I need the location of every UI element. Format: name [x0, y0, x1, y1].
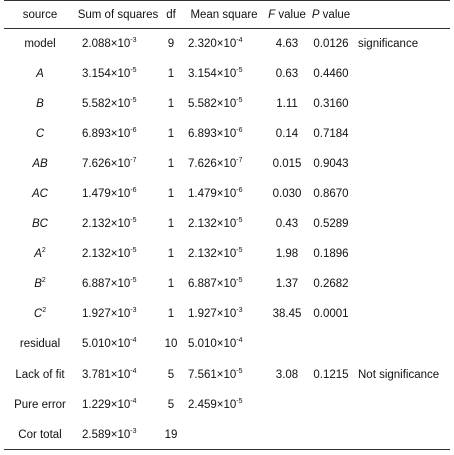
- header-sum-of-squares: Sum of squares: [76, 1, 160, 29]
- source-label: Pure error: [14, 398, 66, 411]
- header-f-value: [266, 1, 308, 29]
- mean-square-exponent: -4: [236, 36, 243, 44]
- significance-note: [354, 89, 450, 119]
- mean-square-mantissa: 7.561×10: [188, 368, 237, 381]
- source-label: BC: [32, 218, 48, 231]
- f-value-cell: 0.14: [275, 127, 299, 140]
- table-row: [4, 149, 450, 179]
- sum-of-squares-exponent: -7: [130, 156, 137, 164]
- df-cell: 5: [167, 398, 175, 411]
- df-cell: 1: [167, 248, 175, 261]
- mean-square-exponent: -5: [236, 217, 243, 225]
- p-value-cell: [308, 390, 354, 420]
- f-value-cell: 38.45: [272, 308, 302, 321]
- mean-square-cell: [182, 59, 266, 89]
- f-value-cell: 1.37: [275, 278, 299, 291]
- sum-of-squares-cell: [76, 360, 160, 390]
- mean-square-cell: [182, 420, 266, 450]
- sum-of-squares-mantissa: 2.589×10: [82, 428, 131, 441]
- significance-note: significance: [358, 37, 419, 50]
- mean-square-exponent: -6: [236, 187, 243, 195]
- p-value-cell: 0.0126: [313, 37, 349, 50]
- mean-square-exponent: -5: [236, 66, 243, 74]
- source-label: model: [24, 37, 56, 50]
- mean-square-exponent: -5: [236, 247, 243, 255]
- significance-note: Not significance: [358, 368, 440, 381]
- source-cell: [4, 119, 76, 149]
- mean-square-cell: [182, 360, 266, 390]
- source-label: AB: [32, 157, 48, 170]
- sum-of-squares-cell: [76, 59, 160, 89]
- f-value-cell: [266, 329, 308, 359]
- df-cell: 19: [160, 420, 182, 450]
- df-cell: 1: [167, 127, 175, 140]
- sum-of-squares-exponent: -6: [130, 126, 137, 134]
- source-label: C: [33, 308, 43, 321]
- df-cell: 1: [167, 278, 175, 291]
- significance-note: [354, 390, 450, 420]
- sum-of-squares-mantissa: 6.887×10: [82, 278, 131, 291]
- header-f-label: value: [275, 8, 306, 21]
- sum-of-squares-cell: [76, 179, 160, 209]
- sum-of-squares-exponent: -6: [130, 187, 137, 195]
- sum-of-squares-exponent: -4: [130, 397, 137, 405]
- sum-of-squares-mantissa: 2.132×10: [82, 218, 131, 231]
- f-value-cell: 3.08: [275, 368, 299, 381]
- mean-square-mantissa: 5.582×10: [188, 97, 237, 110]
- p-value-cell: 0.8670: [313, 188, 349, 201]
- significance-note: [354, 329, 450, 359]
- sum-of-squares-exponent: -5: [130, 247, 137, 255]
- df-cell: 1: [167, 157, 175, 170]
- source-cell: [4, 269, 76, 299]
- table-row: [4, 390, 450, 420]
- p-value-cell: 0.9043: [313, 157, 349, 170]
- source-cell: [4, 299, 76, 329]
- sum-of-squares-mantissa: 1.229×10: [82, 398, 131, 411]
- mean-square-mantissa: 2.320×10: [188, 37, 237, 50]
- sum-of-squares-exponent: -3: [130, 427, 137, 435]
- significance-note: [354, 299, 450, 329]
- df-cell: 1: [167, 97, 175, 110]
- f-value-cell: 0.43: [275, 218, 299, 231]
- sum-of-squares-mantissa: 3.154×10: [82, 67, 131, 80]
- sum-of-squares-mantissa: 2.088×10: [82, 37, 131, 50]
- f-value-cell: 1.11: [276, 97, 298, 110]
- sum-of-squares-mantissa: 7.626×10: [82, 157, 131, 170]
- mean-square-cell: [182, 149, 266, 179]
- mean-square-mantissa: 7.626×10: [188, 157, 237, 170]
- significance-note: [354, 269, 450, 299]
- mean-square-cell: [182, 329, 266, 359]
- source-label: Cor total: [18, 428, 62, 441]
- source-label: residual: [19, 338, 61, 351]
- sum-of-squares-cell: [76, 329, 160, 359]
- f-value-cell: 4.63: [275, 37, 299, 50]
- table-row: [4, 209, 450, 239]
- table-row: [4, 179, 450, 209]
- p-value-cell: 0.7184: [313, 127, 349, 140]
- mean-square-mantissa: 5.010×10: [188, 338, 237, 351]
- sum-of-squares-mantissa: 6.893×10: [82, 127, 131, 140]
- mean-square-mantissa: 3.154×10: [188, 67, 237, 80]
- mean-square-exponent: -5: [236, 96, 243, 104]
- header-row: [4, 1, 450, 29]
- header-source: source: [4, 1, 76, 29]
- mean-square-exponent: -6: [236, 126, 243, 134]
- sum-of-squares-exponent: -5: [130, 66, 137, 74]
- source-cell: [4, 179, 76, 209]
- table-row: [4, 269, 450, 299]
- sum-of-squares-mantissa: 5.010×10: [82, 338, 131, 351]
- source-cell: [4, 59, 76, 89]
- table-row: [4, 299, 450, 329]
- sum-of-squares-mantissa: 3.781×10: [82, 368, 131, 381]
- table-row: [4, 239, 450, 269]
- df-cell: 1: [167, 308, 175, 321]
- sum-of-squares-exponent: -3: [130, 307, 137, 315]
- sum-of-squares-mantissa: 2.132×10: [82, 248, 131, 261]
- table-row: [4, 420, 450, 450]
- source-cell: [4, 89, 76, 119]
- sum-of-squares-mantissa: 1.479×10: [82, 188, 131, 201]
- df-cell: 5: [167, 368, 175, 381]
- sum-of-squares-cell: [76, 29, 160, 59]
- mean-square-exponent: -4: [236, 337, 243, 345]
- source-label: AC: [32, 188, 48, 201]
- f-value-cell: 1.98: [275, 248, 299, 261]
- mean-square-cell: [182, 179, 266, 209]
- significance-note: [354, 59, 450, 89]
- significance-note: [354, 149, 450, 179]
- sum-of-squares-mantissa: 1.927×10: [82, 308, 131, 321]
- header-f-symbol: F: [268, 8, 276, 21]
- table-body: [4, 29, 450, 450]
- f-value-cell: 0.030: [272, 188, 302, 201]
- p-value-cell: [308, 329, 354, 359]
- df-cell: 9: [167, 37, 175, 50]
- significance-note: [354, 209, 450, 239]
- sum-of-squares-cell: [76, 390, 160, 420]
- p-value-cell: 0.2682: [313, 278, 349, 291]
- sum-of-squares-cell: [76, 299, 160, 329]
- source-label: Lack of fit: [15, 368, 65, 381]
- source-label: B: [36, 97, 44, 110]
- mean-square-cell: [182, 89, 266, 119]
- p-value-cell: 0.3160: [313, 97, 349, 110]
- sum-of-squares-cell: [76, 89, 160, 119]
- table-header: [4, 1, 450, 29]
- f-value-cell: [266, 390, 308, 420]
- mean-square-mantissa: 2.459×10: [188, 398, 237, 411]
- sum-of-squares-exponent: -3: [130, 36, 137, 44]
- sum-of-squares-exponent: -4: [130, 337, 137, 345]
- table-row: [4, 59, 450, 89]
- source-label: A: [36, 67, 44, 80]
- f-value-cell: [266, 420, 308, 450]
- sum-of-squares-exponent: -5: [130, 217, 137, 225]
- sum-of-squares-cell: [76, 149, 160, 179]
- significance-note: [354, 420, 450, 450]
- mean-square-cell: [182, 119, 266, 149]
- mean-square-exponent: -5: [236, 277, 243, 285]
- table-row: [4, 360, 450, 390]
- header-df: df: [160, 1, 182, 29]
- header-p-value: [308, 1, 354, 29]
- significance-note: [354, 239, 450, 269]
- mean-square-cell: [182, 269, 266, 299]
- anova-table: [4, 0, 450, 450]
- p-value-cell: [308, 420, 354, 450]
- source-cell: [4, 209, 76, 239]
- mean-square-cell: [182, 29, 266, 59]
- df-cell: 10: [164, 338, 178, 351]
- source-cell: [4, 390, 76, 420]
- p-value-cell: 0.4460: [313, 67, 349, 80]
- mean-square-exponent: -3: [236, 307, 243, 315]
- header-p-label: value: [319, 8, 351, 21]
- source-cell: [4, 420, 76, 450]
- sum-of-squares-exponent: -5: [130, 96, 137, 104]
- sum-of-squares-cell: [76, 119, 160, 149]
- mean-square-mantissa: 2.132×10: [188, 218, 237, 231]
- mean-square-exponent: -5: [236, 397, 243, 405]
- p-value-cell: 0.5289: [313, 218, 349, 231]
- p-value-cell: 0.0001: [313, 308, 349, 321]
- mean-square-mantissa: 6.887×10: [188, 278, 237, 291]
- header-note: [354, 1, 450, 29]
- source-cell: [4, 29, 76, 59]
- table-row: [4, 119, 450, 149]
- mean-square-exponent: -7: [236, 156, 243, 164]
- df-cell: 1: [167, 218, 175, 231]
- mean-square-exponent: -5: [236, 367, 243, 375]
- source-label: B: [34, 278, 42, 291]
- mean-square-mantissa: 1.927×10: [188, 308, 237, 321]
- sum-of-squares-exponent: -4: [130, 367, 137, 375]
- mean-square-mantissa: 6.893×10: [188, 127, 237, 140]
- mean-square-mantissa: 1.479×10: [188, 188, 237, 201]
- p-value-cell: 0.1896: [313, 248, 349, 261]
- f-value-cell: 0.015: [272, 157, 302, 170]
- sum-of-squares-exponent: -5: [130, 277, 137, 285]
- df-cell: 1: [167, 67, 175, 80]
- source-label: A: [34, 248, 42, 261]
- source-cell: [4, 239, 76, 269]
- mean-square-mantissa: 2.132×10: [188, 248, 237, 261]
- mean-square-cell: [182, 209, 266, 239]
- mean-square-cell: [182, 390, 266, 420]
- p-value-cell: 0.1215: [313, 368, 349, 381]
- table-row: [4, 329, 450, 359]
- mean-square-cell: [182, 299, 266, 329]
- header-p-symbol: P: [311, 8, 320, 21]
- source-label: C: [35, 127, 45, 140]
- significance-note: [354, 119, 450, 149]
- sum-of-squares-cell: [76, 209, 160, 239]
- sum-of-squares-cell: [76, 420, 160, 450]
- source-exponent: 2: [42, 307, 47, 315]
- header-mean-square: Mean square: [182, 1, 266, 29]
- sum-of-squares-cell: [76, 239, 160, 269]
- df-cell: 1: [167, 188, 175, 201]
- significance-note: [354, 179, 450, 209]
- table-row: [4, 29, 450, 59]
- source-cell: [4, 149, 76, 179]
- source-cell: [4, 329, 76, 359]
- sum-of-squares-cell: [76, 269, 160, 299]
- source-exponent: 2: [41, 247, 46, 255]
- source-exponent: 2: [41, 277, 46, 285]
- source-cell: [4, 360, 76, 390]
- f-value-cell: 0.63: [275, 67, 299, 80]
- mean-square-cell: [182, 239, 266, 269]
- sum-of-squares-mantissa: 5.582×10: [82, 97, 131, 110]
- table-row: [4, 89, 450, 119]
